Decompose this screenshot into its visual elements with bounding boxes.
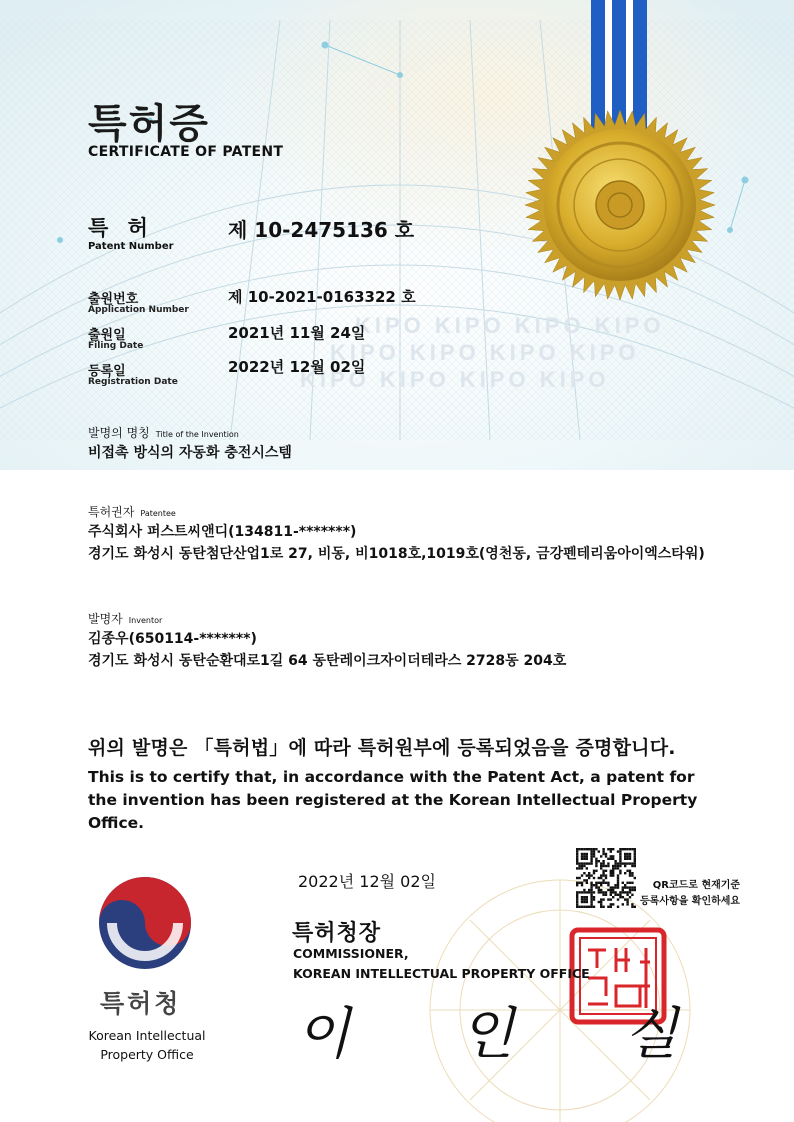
invention-title-label (88, 424, 239, 441)
kipo-name-ko: 특허청 (100, 989, 182, 1018)
patent-number-value: 제 10-2475136 호 (228, 218, 415, 242)
inventor-label-ko: 발명자 (88, 612, 123, 626)
certification-statement-ko: 위의 발명은 「특허법」에 따라 특허원부에 등록되었음을 증명합니다. (88, 737, 676, 759)
gold-seal (525, 110, 715, 300)
svg-text:KIPO KIPO KIPO KIPO: KIPO KIPO KIPO KIPO (300, 367, 610, 392)
commissioner-title-en (293, 944, 590, 984)
commissioner-title-ko: 특허청장 (292, 921, 382, 946)
invention-title-label-ko: 발명의 명칭 (88, 426, 150, 440)
commissioner-line-1: COMMISSIONER, (293, 946, 409, 961)
patent-number-label-en: Patent Number (88, 241, 174, 252)
commissioner-line-2: KOREAN INTELLECTUAL PROPERTY OFFICE (293, 966, 590, 981)
qr-instruction (640, 878, 740, 910)
registration-date-label: 등록일 (88, 364, 126, 379)
filing-date-label-en: Filing Date (88, 341, 144, 351)
application-number-value: 제 10-2021-0163322 호 (228, 288, 416, 306)
inventor-label-en: Inventor (128, 616, 163, 625)
qr-instruction-line-1: QR코드로 현재기준 (652, 880, 741, 891)
certificate-subtitle: CERTIFICATE OF PATENT (88, 144, 284, 160)
filing-date-label: 출원일 (88, 328, 126, 343)
commissioner-signature: 이 인 실 (296, 1002, 724, 1067)
application-number-label-en: Application Number (88, 305, 189, 315)
patentee-label-ko: 특허권자 (88, 505, 135, 519)
qr-instruction-line-2: 등록사항을 확인하세요 (640, 896, 741, 907)
kipo-name-en (74, 1026, 220, 1064)
filing-date-value: 2021년 11월 24일 (228, 324, 366, 342)
patent-number-label: 특 허 (88, 216, 154, 240)
certificate-title: 특허증 (88, 101, 210, 147)
inventor-address: 경기도 화성시 동탄순환대로1길 64 동탄레이크자이더테라스 2728동 204호 (88, 653, 567, 669)
patentee-label-en: Patentee (140, 509, 176, 518)
invention-title-label-en: Title of the Invention (155, 430, 239, 439)
inventor-label (88, 610, 162, 627)
kipo-watermark: KIPO KIPO KIPO KIPO (355, 313, 665, 338)
invention-title-value: 비접촉 방식의 자동화 충전시스템 (88, 445, 292, 461)
registration-date-label-en: Registration Date (88, 377, 178, 387)
patentee-address: 경기도 화성시 동탄첨단산업1로 27, 비동, 비1018호,1019호(영천동, 금강펜테리움아이엑스타워) (88, 546, 705, 562)
svg-text:KIPO KIPO KIPO KIPO: KIPO KIPO KIPO KIPO (330, 340, 640, 365)
kipo-name-en-line-2: Property Office (100, 1047, 194, 1062)
kipo-name-en-line-1: Korean Intellectual (88, 1028, 206, 1043)
inventor-name: 김종우(650114-*******) (88, 631, 257, 647)
patentee-label (88, 503, 176, 520)
kipo-logo (99, 877, 191, 969)
qr-code (576, 848, 636, 908)
issue-date: 2022년 12월 02일 (298, 872, 436, 891)
certification-statement-en: This is to certify that, in accordance with the Patent Act, a patent for the invention has been registered at the Korean Intellectual Property Office. (88, 768, 698, 832)
registration-date-value: 2022년 12월 02일 (228, 358, 366, 376)
patentee-name: 주식회사 퍼스트씨앤디(134811-*******) (88, 524, 357, 540)
application-number-label: 출원번호 (88, 292, 139, 307)
